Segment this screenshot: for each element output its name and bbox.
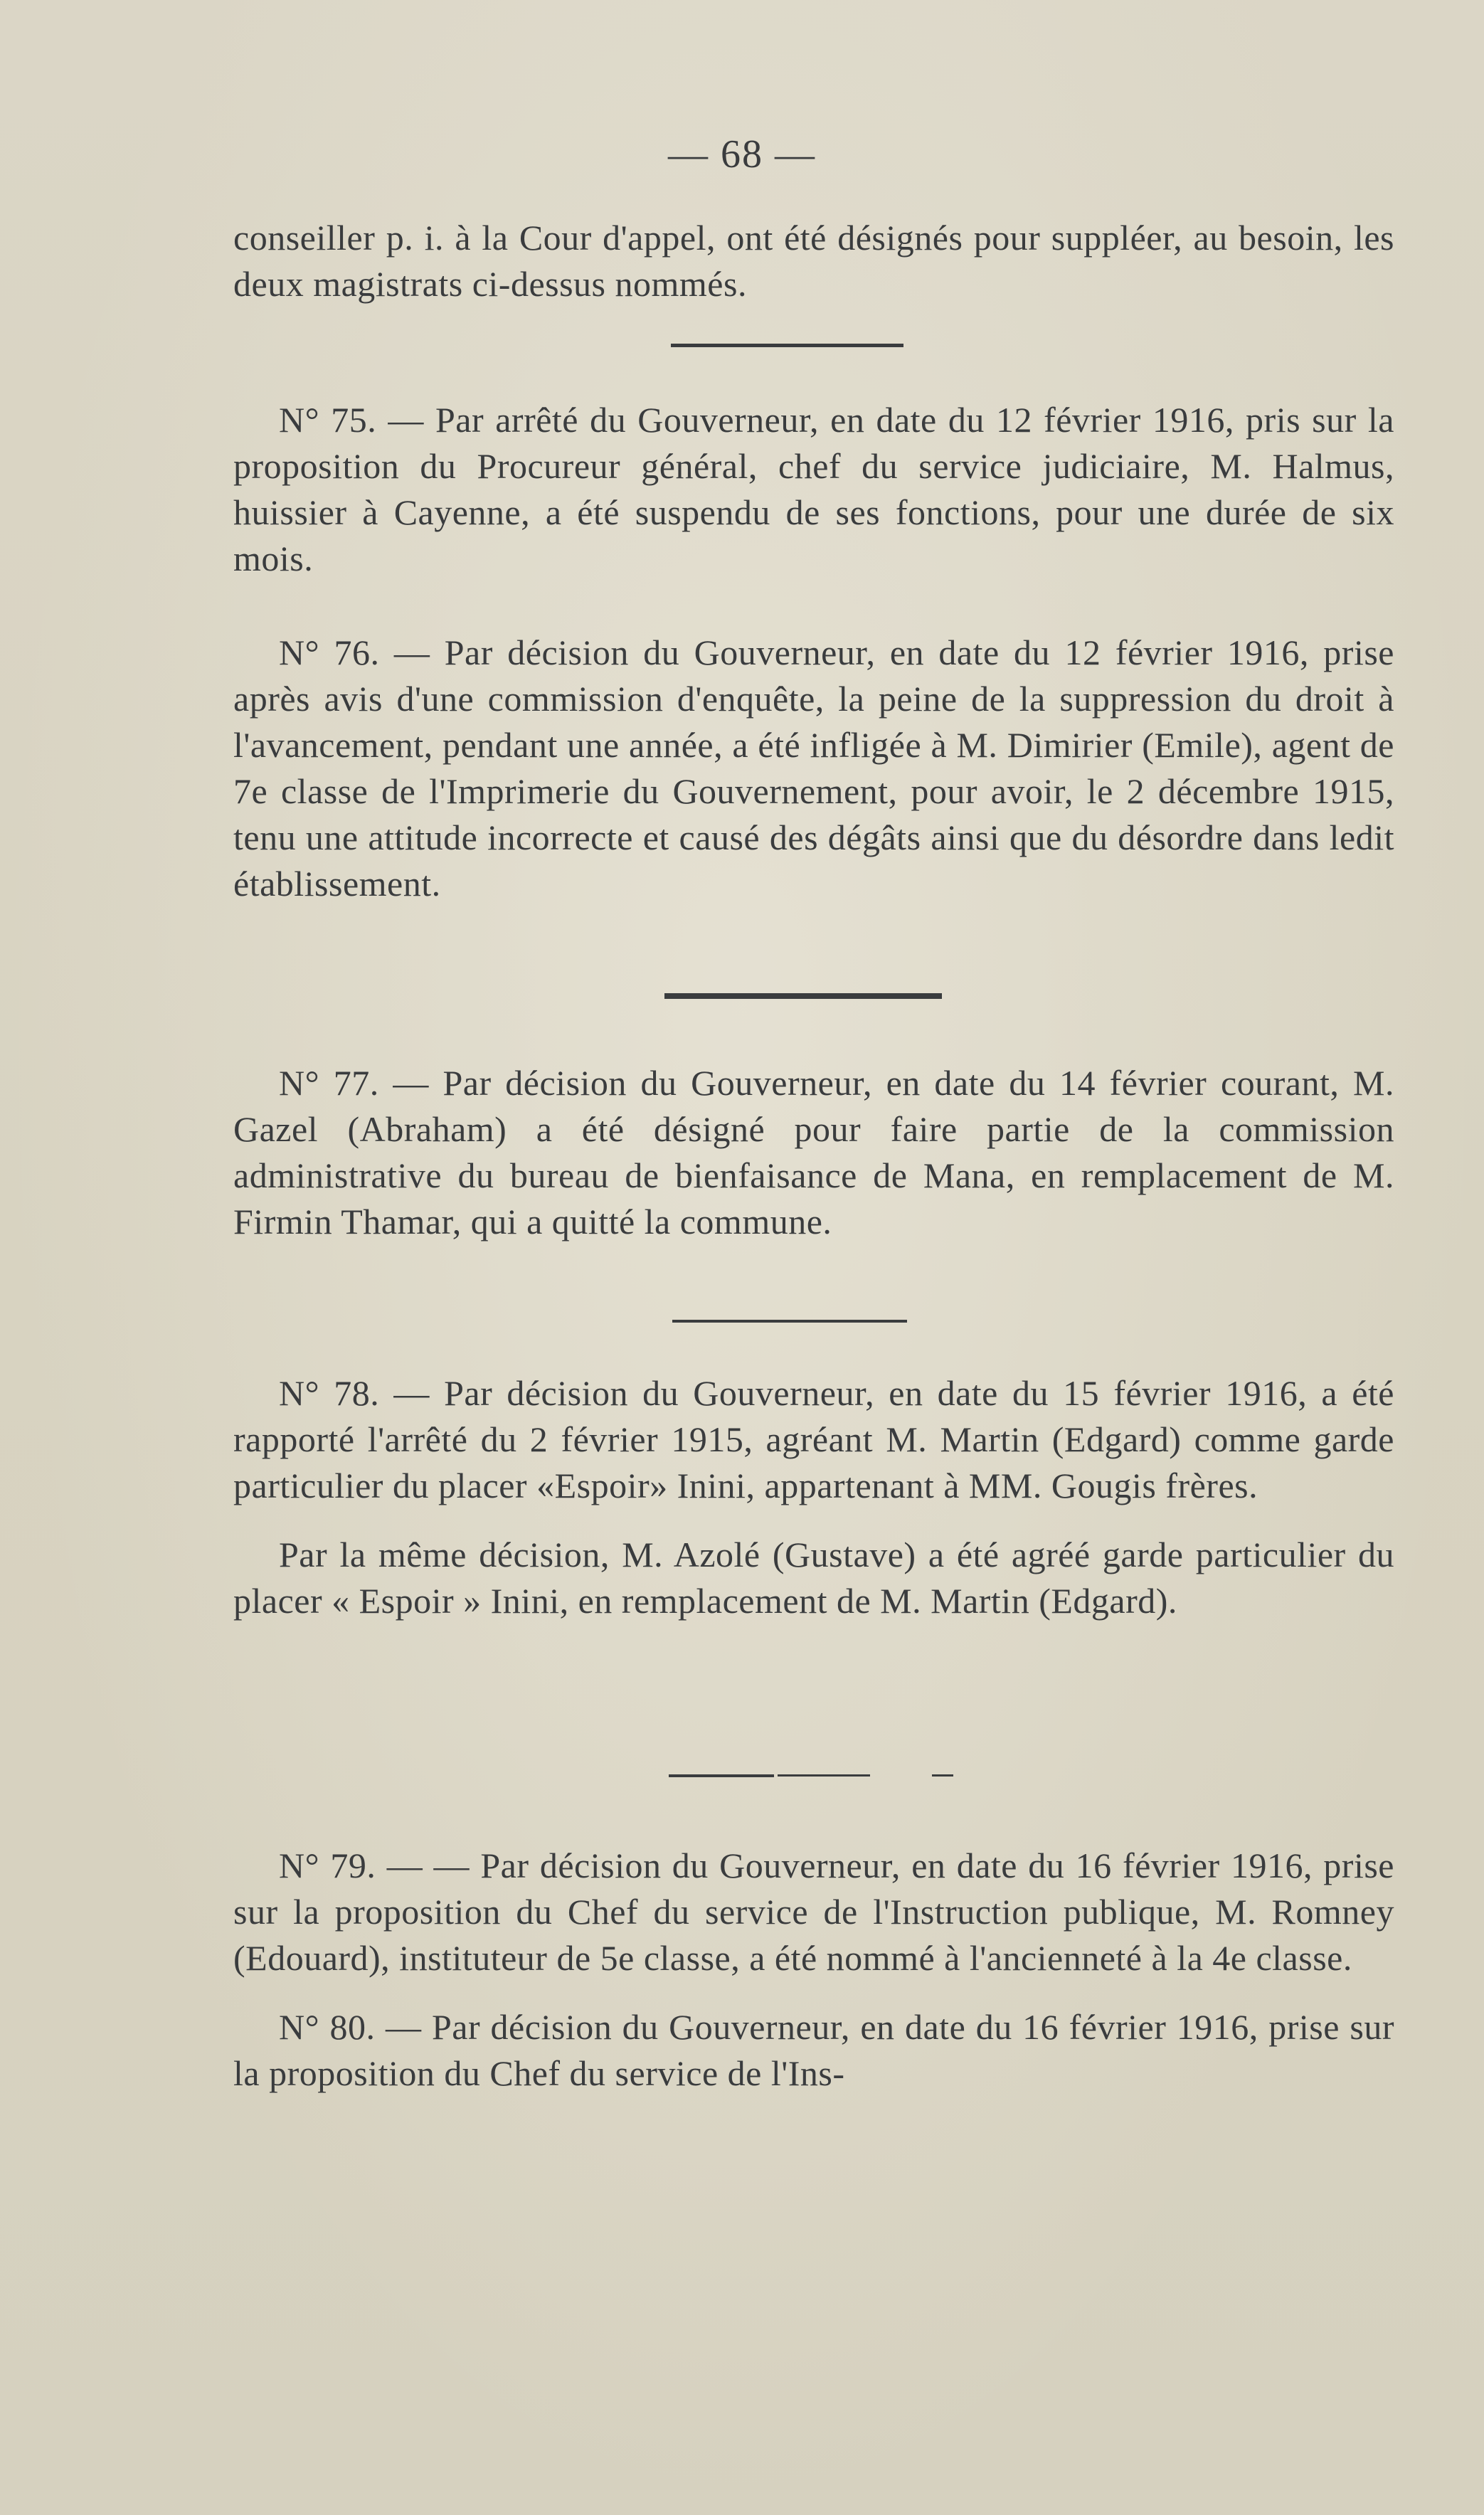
entry-79 — [233, 1843, 1394, 2097]
section-divider — [671, 344, 903, 347]
paragraph-text: Par la même décision, M. Azolé (Gustave) a été agréé garde particulier du placer « Espoir » Inini, en remplacement de M. Martin (Edgard). — [233, 1535, 1394, 1621]
paragraph-text: N° 80. — Par décision du Gouverneur, en date du 16 février 1916, prise sur la proposition du Chef du service de l'Ins- — [233, 2007, 1394, 2093]
opening-paragraph — [233, 215, 1394, 307]
paragraph-text: N° 77. — Par décision du Gouverneur, en date du 14 février courant, M. Gazel (Abraham) a été désigné pour faire partie de la commission administrative du bureau de bienfaisance de Mana, en remplacement de M. Firmin Thamar, qui a quitté la commune. — [233, 1063, 1394, 1241]
paragraph-text: conseiller p. i. à la Cour d'appel, ont été désignés pour suppléer, au besoin, les deux magistrats ci-dessus nommés. — [233, 218, 1394, 304]
section-divider — [672, 1320, 907, 1323]
section-divider — [664, 993, 942, 999]
entry-77 — [233, 1060, 1394, 1245]
paragraph-text: N° 76. — Par décision du Gouverneur, en date du 12 février 1916, prise après avis d'une commission d'enquête, la peine de la suppression du droit à l'avancement, pendant une année, a été infligée à M. Dimirier (Emile), agent de 7e classe de l'Imprimerie du Gouvernement, pour avoir, le 2 décembre 1915, tenu une attitude incorrecte et causé des dégâts ainsi que du désordre dans ledit établissement. — [233, 632, 1394, 904]
entry-76 — [233, 630, 1394, 907]
section-divider — [778, 1774, 870, 1777]
entry-78 — [233, 1370, 1394, 1624]
section-divider — [932, 1774, 953, 1777]
entry-75 — [233, 397, 1394, 582]
paragraph-text: N° 75. — Par arrêté du Gouverneur, en date du 12 février 1916, pris sur la proposition du Procureur général, chef du service judiciaire, M. Halmus, huissier à Cayenne, a été suspendu de ses fonctions, pour une durée de six mois. — [233, 400, 1394, 578]
paragraph-text: N° 79. — — Par décision du Gouverneur, en date du 16 février 1916, prise sur la proposition du Chef du service de l'Instruction publique, M. Romney (Edouard), instituteur de 5e classe, a été nommé à l'ancienneté à la 4e classe. — [233, 1846, 1394, 1978]
section-divider — [669, 1774, 774, 1777]
paragraph-text: N° 78. — Par décision du Gouverneur, en date du 15 février 1916, a été rapporté l'arrêté du 2 février 1915, agréant M. Martin (Edgard) comme garde particulier du placer «Espoir» Inini, appartenant à MM. Gougis frères. — [233, 1373, 1394, 1505]
page-number: — 68 — — [668, 132, 816, 176]
